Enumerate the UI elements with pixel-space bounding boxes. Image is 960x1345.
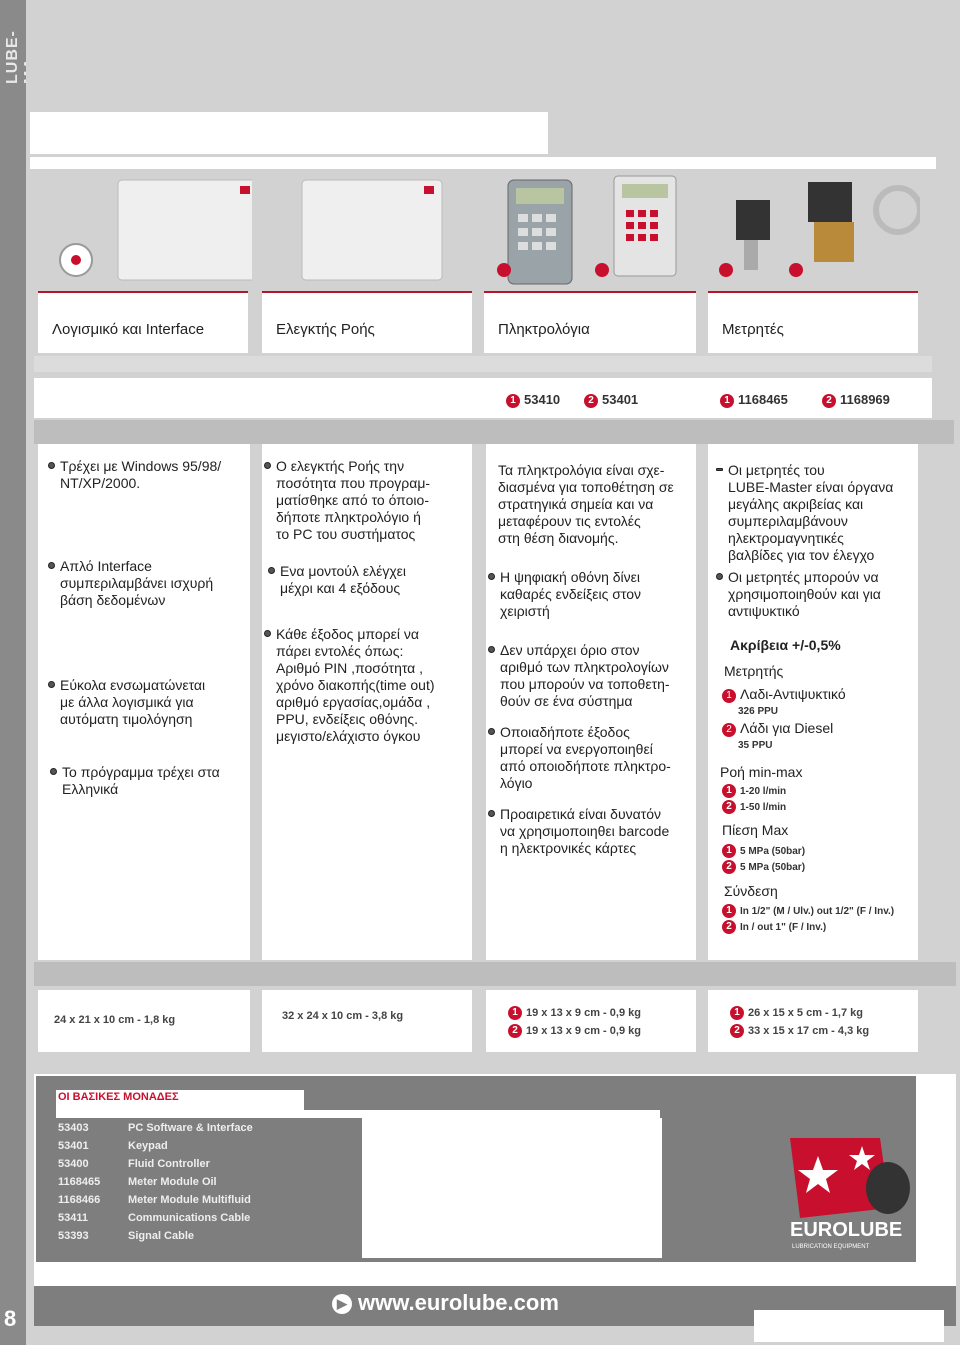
keypads-bullet-4-text: Οποιαδήποτε έξοδος μπορεί να ενεργοποιηθεί από οποιοδήποτε πληκτρο- λόγιο	[500, 724, 671, 791]
keypad-code-2-value: 53401	[602, 392, 639, 407]
part-name: Meter Module Multifluid	[128, 1194, 251, 1206]
part-name: Fluid Controller	[128, 1158, 210, 1170]
keypads-bullet-1	[498, 462, 694, 547]
flow-1	[722, 784, 786, 798]
parts-row	[58, 1194, 251, 1206]
meter-type-2-text: Λάδι για Diesel	[740, 720, 834, 736]
meters-bullet-1-text: Οι μετρητές του LUBE-Master είναι όργανα μεγάλης ακριβείας και συμπεριλαμβάνουν ηλεκτρομαγνητικές βαλβίδες για τον έλεγχο	[728, 462, 894, 563]
number-badge: 2	[822, 394, 836, 408]
number-badge: 1	[722, 784, 736, 798]
controller-bullet-1-text: Ο ελεγκτής Ροής την ποσότητα που προγραμ- ματίσθηκε από το όποιο- δήποτε πληκτρολόγιο ή το PC του συστήματος	[276, 458, 431, 542]
number-badge: 2	[722, 920, 736, 934]
pressure-1	[722, 844, 805, 858]
controller-bullet-1	[276, 458, 468, 543]
pressure-1-text: 5 MPa (50bar)	[740, 846, 806, 857]
number-badge: 2	[722, 723, 736, 737]
number-badge: 2	[722, 800, 736, 814]
meters-image	[708, 170, 920, 290]
pressure-label: Πίεση Max	[722, 822, 789, 838]
part-code: 53403	[58, 1122, 89, 1134]
number-badge: 1	[730, 1006, 744, 1020]
tab-software-label: Λογισμικό και Interface	[52, 321, 205, 338]
software-bullet-1	[60, 458, 246, 492]
keypads-image	[486, 170, 698, 290]
section-band	[34, 420, 954, 444]
meter-code-1-value: 1168465	[738, 392, 788, 407]
meter-dimensions-2	[730, 1024, 869, 1038]
meter-dimensions-2-text: 33 x 15 x 17 cm - 4,3 kg	[748, 1025, 870, 1037]
keypad-code-1	[506, 392, 560, 408]
number-badge: 1	[506, 394, 520, 408]
meter-type-2-ppu: 35 PPU	[738, 740, 773, 751]
side-bar	[0, 0, 26, 1345]
connection-2	[722, 920, 826, 934]
flow-1-text: 1-20 l/min	[740, 786, 787, 797]
software-bullet-2	[60, 558, 246, 609]
keypads-bullet-5-text: Προαιρετικά είναι δυνατόν να χρησιμοποιηθει barcode η ηλεκτρονικές κάρτες	[500, 806, 670, 856]
flow-2	[722, 800, 786, 814]
keypads-bullet-3-text: Δεν υπάρχει όριο στον αριθμό των πληκτρολογίων που μπορούν να τοποθετη- θούν σε ένα σύστημα	[500, 642, 670, 709]
part-name: Communications Cable	[128, 1212, 251, 1224]
software-bullet-4-text: Το πρόγραμμα τρέχει στα Ελληνικά	[62, 764, 220, 797]
keypads-bullet-2	[500, 569, 694, 620]
flow-2-text: 1-50 l/min	[740, 802, 787, 813]
controller-bullet-2-text: Ενα μοντούλ ελέγχει μέχρι και 4 εξόδους	[280, 563, 407, 596]
eurolube-logo	[770, 1118, 920, 1258]
flow-label: Ροή min-max	[720, 764, 803, 780]
controller-dimensions: 32 x 24 x 10 cm - 3,8 kg	[282, 1010, 404, 1022]
number-badge: 2	[730, 1024, 744, 1038]
header-box	[30, 112, 548, 154]
number-badge: 1	[720, 394, 734, 408]
connection-1	[722, 904, 894, 918]
part-name: Keypad	[128, 1140, 168, 1152]
tab-meters	[708, 291, 918, 353]
keypads-bullet-3	[500, 642, 694, 710]
controller-bullet-2	[280, 563, 468, 597]
software-interface-image	[40, 170, 252, 290]
software-bullet-1-text: Τρέχει με Windows 95/98/ NT/XP/2000.	[60, 458, 222, 491]
tab-keypads	[484, 291, 696, 353]
meters-dimensions-box	[708, 990, 918, 1052]
play-arrow-icon: ▶	[332, 1294, 352, 1314]
parts-row	[58, 1230, 194, 1242]
software-bullet-3-text: Εύκολα ενσωματώνεται με άλλα λογισμικά για αυτόματη τιμολόγηση	[60, 677, 206, 727]
meter-label: Μετρητής	[724, 663, 784, 679]
tab-controller-label: Ελεγκτής Ροής	[276, 321, 375, 338]
footer-url-text: www.eurolube.com	[358, 1290, 559, 1315]
tab-software	[38, 291, 248, 353]
part-name: PC Software & Interface	[128, 1122, 253, 1134]
number-badge: 2	[508, 1024, 522, 1038]
meter-type-1-ppu: 326 PPU	[738, 706, 779, 717]
keypad-dimensions-2-text: 19 x 13 x 9 cm - 0,9 kg	[526, 1025, 641, 1037]
header-rule	[30, 157, 936, 169]
pressure-2-text: 5 MPa (50bar)	[740, 862, 806, 873]
parts-title: ΟΙ ΒΑΣΙΚΕΣ ΜΟΝΑΔΕΣ	[56, 1090, 304, 1114]
meter-accuracy: Ακρίβεια +/-0,5%	[730, 637, 841, 653]
software-bullet-3	[60, 677, 246, 728]
parts-rule	[56, 1110, 660, 1118]
number-badge: 2	[722, 860, 736, 874]
meter-code-2	[822, 392, 890, 408]
connection-2-text: In / out 1" (F / Inv.)	[740, 922, 827, 933]
keypad-dimensions-1-text: 19 x 13 x 9 cm - 0,9 kg	[526, 1007, 641, 1019]
parts-row	[58, 1176, 217, 1188]
part-code: 1168466	[58, 1194, 101, 1206]
meter-dimensions-1	[730, 1006, 863, 1020]
meters-bullet-2-text: Οι μετρητές μπορούν να χρησιμοποιηθούν και για αντιψυκτικό	[728, 569, 881, 619]
connection-1-text: In 1/2" (M / Ulv.) out 1/2" (F / Inv.)	[740, 906, 895, 917]
logo-tagline: LUBRICATION EQUIPMENT	[792, 1244, 870, 1250]
meter-code-1	[720, 392, 788, 408]
meters-bullet-2	[728, 569, 918, 620]
part-code: 1168465	[58, 1176, 101, 1188]
number-badge: 1	[722, 689, 736, 703]
software-dimensions: 24 x 21 x 10 cm - 1,8 kg	[54, 1014, 176, 1026]
number-badge: 1	[508, 1006, 522, 1020]
parts-row	[58, 1140, 168, 1152]
meter-type-1	[722, 686, 846, 703]
meters-bullet-1	[728, 462, 918, 564]
keypads-dimensions-box	[486, 990, 696, 1052]
tab-controller	[262, 291, 472, 353]
parts-row	[58, 1158, 210, 1170]
controller-bullet-3	[276, 626, 468, 745]
fluid-controller-image	[262, 170, 474, 290]
connection-label: Σύνδεση	[724, 883, 778, 899]
keypad-dimensions-2	[508, 1024, 641, 1038]
part-code: 53401	[58, 1140, 89, 1152]
part-code: 53411	[58, 1212, 88, 1224]
bottom-band	[34, 962, 956, 986]
keypad-dimensions-1	[508, 1006, 641, 1020]
meter-code-2-value: 1168969	[840, 392, 890, 407]
number-badge: 1	[722, 844, 736, 858]
logo-name: EUROLUBE	[790, 1219, 903, 1241]
software-bullet-4	[62, 764, 248, 798]
keypad-code-1-value: 53410	[524, 392, 561, 407]
parts-blank-area	[362, 1118, 662, 1258]
keypads-bullet-4	[500, 724, 694, 792]
part-code: 53393	[58, 1230, 89, 1242]
parts-row	[58, 1122, 253, 1134]
divider-strip	[34, 356, 932, 372]
controller-bullet-3-text: Κάθε έξοδος μπορεί να πάρει εντολές όπως: Αριθμό PIN ,ποσότητα , χρόνο διακοπής(time out) αριθμό εργασίας,ομάδα , PPU, ενδείξεις οθόνης. μεγιστο/ελάχιστο όγκου	[276, 626, 435, 744]
part-code: 53400	[58, 1158, 89, 1170]
tab-keypads-label: Πληκτρολόγια	[498, 321, 590, 338]
tab-meters-label: Μετρητές	[722, 321, 784, 338]
keypads-bullet-1-text: Τα πληκτρολόγια είναι σχε- διασμένα για τοποθέτηση σε στρατηγικά σημεία και να μεταφέρουν τις εντολές στη θέση διανομής.	[498, 462, 674, 546]
footer-box	[754, 1310, 944, 1342]
side-label: LUBE-	[4, 30, 21, 84]
part-name: Meter Module Oil	[128, 1176, 217, 1188]
meter-dimensions-1-text: 26 x 15 x 5 cm - 1,7 kg	[748, 1007, 863, 1019]
pressure-2	[722, 860, 805, 874]
keypads-bullet-5	[500, 806, 694, 857]
keypad-code-2	[584, 392, 638, 408]
footer-url[interactable]	[332, 1290, 559, 1316]
number-badge: 1	[722, 904, 736, 918]
meter-type-2	[722, 720, 833, 737]
keypads-bullet-2-text: Η ψηφιακή οθόνη δίνει καθαρές ενδείξεις στον χειριστή	[500, 569, 642, 619]
part-name: Signal Cable	[128, 1230, 195, 1242]
product-codes-row	[34, 378, 932, 418]
parts-row	[58, 1212, 250, 1224]
number-badge: 2	[584, 394, 598, 408]
page-number: 8	[4, 1306, 17, 1331]
software-bullet-2-text: Απλό Interface συμπεριλαμβάνει ισχυρή βάση δεδομένων	[60, 558, 214, 608]
meter-type-1-text: Λαδι-Αντιψυκτικό	[740, 686, 846, 702]
